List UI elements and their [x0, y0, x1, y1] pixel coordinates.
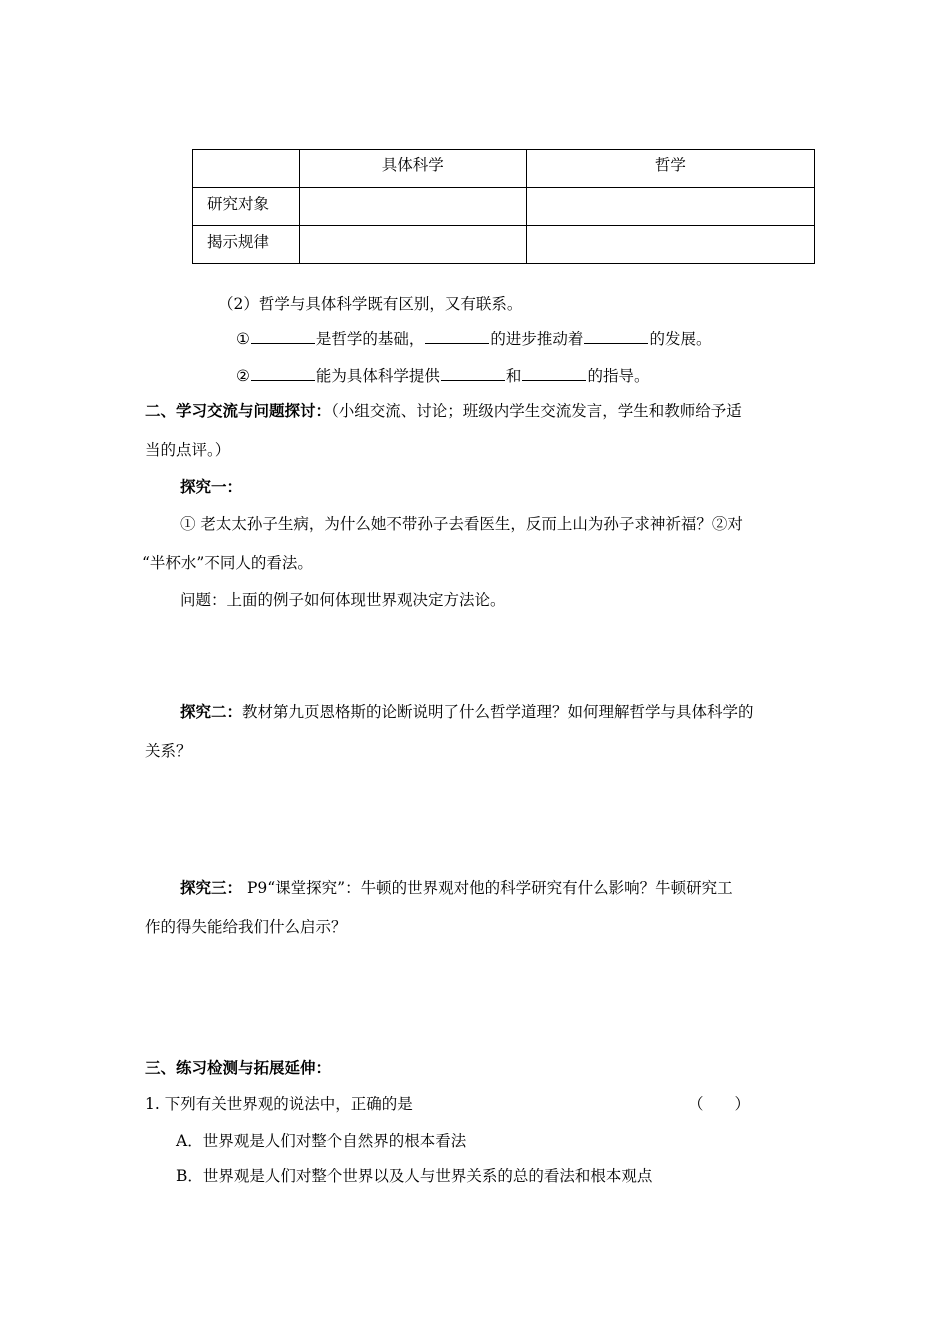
item-text: 的指导。: [587, 367, 650, 385]
fill-blank: [584, 328, 648, 344]
inquiry-1-text-continued: “半杯水”不同人的看法。: [142, 554, 313, 572]
relation-item-2: [236, 365, 649, 386]
inquiry-1-question: 问题：上面的例子如何体现世界观决定方法论。: [180, 591, 506, 609]
fill-blank: [522, 365, 586, 381]
inquiry-3-label: 探究三：: [180, 878, 243, 897]
section-3-heading: 三、练习检测与拓展延伸：: [145, 1058, 332, 1077]
item-marker: ②: [236, 367, 250, 385]
inquiry-2-text: 教材第九页恩格斯的论断说明了什么哲学道理？如何理解哲学与具体科学的: [242, 703, 754, 721]
item-marker: ①: [236, 330, 250, 348]
table-row-label: 揭示规律: [193, 226, 300, 264]
section-2-intro-continued: 当的点评。）: [145, 441, 231, 459]
table-header-cell-empty: [193, 150, 300, 188]
fill-blank: [251, 365, 315, 381]
inquiry-3-text: P9“课堂探究”：牛顿的世界观对他的科学研究有什么影响？牛顿研究工: [242, 879, 733, 897]
table-cell: [526, 226, 814, 264]
inquiry-2-text-continued: 关系？: [145, 742, 192, 760]
section-2-intro: （小组交流、讨论；班级内学生交流发言，学生和教师给予适: [331, 402, 742, 420]
item-text: 的进步推动着: [490, 330, 584, 348]
item-text: 和: [505, 367, 522, 385]
table-row-label: 研究对象: [193, 188, 300, 226]
relation-item-1: [236, 328, 711, 349]
table-cell: [299, 226, 526, 264]
question-1-stem: 1. 下列有关世界观的说法中，正确的是: [145, 1095, 413, 1113]
inquiry-3-line: [180, 878, 733, 898]
table-row: [193, 226, 815, 264]
fill-blank: [425, 328, 489, 344]
table-cell: [526, 188, 814, 226]
inquiry-2-line: [180, 702, 754, 722]
inquiry-2-label: 探究二：: [180, 702, 243, 721]
item-text: 是哲学的基础，: [315, 330, 425, 348]
section-2-heading: 二、学习交流与问题探讨：: [145, 401, 332, 420]
table-header-cell-science: 具体科学: [299, 150, 526, 188]
option-a: A．世界观是人们对整个自然界的根本看法: [176, 1132, 467, 1150]
section-2-heading-line: [145, 401, 742, 421]
fill-blank: [251, 328, 315, 344]
table-header-row: [193, 150, 815, 188]
inquiry-3-text-continued: 作的得失能给我们什么启示？: [145, 918, 347, 936]
table-header-cell-philosophy: 哲学: [526, 150, 814, 188]
table-cell: [299, 188, 526, 226]
fill-blank: [441, 365, 505, 381]
option-b: B．世界观是人们对整个世界以及人与世界关系的总的看法和根本观点: [176, 1167, 653, 1185]
item-text: 的发展。: [649, 330, 712, 348]
inquiry-1-text: ① 老太太孙子生病，为什么她不带孙子去看医生，反而上山为孙子求神祈福？②对: [180, 515, 743, 533]
item-text: 能为具体科学提供: [315, 367, 440, 385]
relation-title: （2）哲学与具体科学既有区别，又有联系。: [218, 295, 523, 313]
table-row: [193, 188, 815, 226]
answer-bracket: （ ）: [688, 1095, 751, 1113]
inquiry-1-label: 探究一：: [180, 477, 243, 496]
comparison-table: [192, 149, 815, 264]
